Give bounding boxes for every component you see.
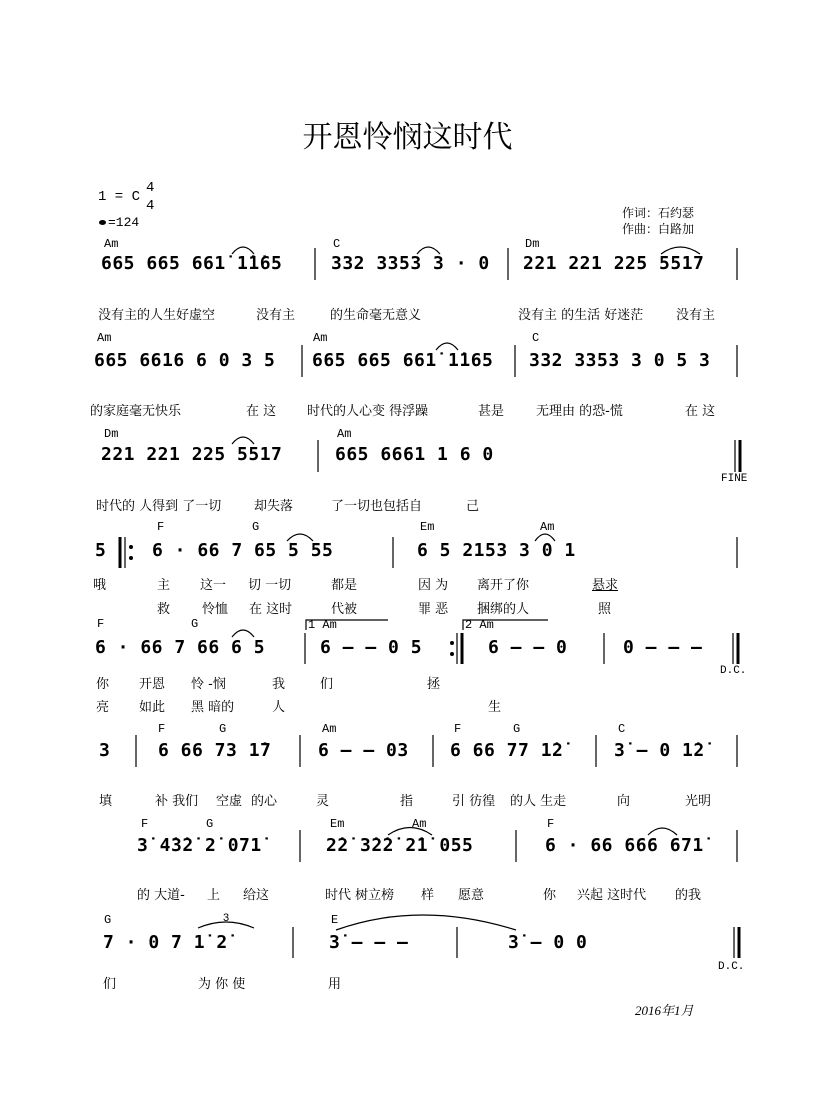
lyric: 补 我们 — [155, 794, 199, 809]
chord: Am — [412, 817, 427, 831]
measure-notes: 3̇ – – – — [329, 932, 409, 953]
lyric: 愿意 — [458, 888, 485, 903]
song-title: 开恩怜悯这时代 — [302, 120, 513, 155]
lyric-verse2: 代被 — [331, 602, 358, 617]
lyric: 了一切也包括自 — [331, 499, 423, 514]
triplet-mark: 3 — [223, 912, 230, 924]
measure-notes: 3̇ – 0 1̇2̇ — [614, 740, 705, 761]
lyric: 没有主 — [676, 308, 716, 323]
lyric: 拯 — [427, 677, 441, 692]
measure-notes: 2̇2̇ 3̇2̇2̇ 2̇1̇ 055 — [326, 835, 474, 856]
fine-mark: FINE — [721, 473, 748, 485]
chord: Dm — [104, 427, 119, 441]
measure-notes: 665 665 661̇ 1̇165 — [312, 350, 494, 371]
chord: G — [206, 817, 214, 831]
lyric: 的我 — [675, 888, 702, 903]
chord: G — [219, 722, 227, 736]
lyric: 己 — [466, 499, 480, 514]
measure-notes: 3̇ 4̇3̇2̇ 2̇ 071̇ — [137, 835, 262, 856]
ending-1-bracket — [306, 620, 388, 630]
chord: G — [191, 617, 199, 631]
chord: G — [104, 913, 112, 927]
lyric: 你 — [96, 677, 110, 692]
measure-notes: 665 6616 6 0 3 5 — [94, 350, 276, 371]
lyric: 主 — [157, 578, 171, 593]
measure-notes: 3̇ – 0 0 — [508, 932, 588, 953]
lyric-verse2: 在 这时 — [249, 602, 293, 617]
lyric-verse2: 亮 — [96, 700, 110, 715]
measure-notes: 665 6661 1 6 0 — [335, 444, 494, 465]
ending-2-bracket — [463, 620, 548, 630]
chord: Am — [322, 722, 337, 736]
lyric: 都是 — [331, 578, 358, 593]
measure-notes: 3 — [99, 740, 111, 761]
tie — [336, 915, 516, 930]
lyric: 我 — [272, 677, 286, 692]
slur — [232, 437, 254, 444]
lyric: 开恩 — [139, 677, 166, 692]
tempo: =124 — [108, 215, 140, 230]
slur — [436, 343, 458, 350]
measure-notes: 332 3353 3 · 0 — [331, 253, 490, 274]
lyric-verse2: 救 — [157, 602, 171, 617]
measure-notes: 6 66 77 1̇2̇ — [450, 740, 564, 761]
chord: Em — [420, 520, 435, 534]
lyric: 在 这 — [246, 404, 277, 419]
ending-2-label: 2 Am — [465, 618, 494, 632]
measure-notes: 6 · 66 7 66 6 5 — [95, 637, 266, 658]
lyric-verse2: 罪 恶 — [418, 602, 449, 617]
slur — [232, 247, 254, 254]
measure-notes: 7 · 0 7 1̇ 2̇ — [103, 932, 228, 953]
lyric-verse2: 怜恤 — [202, 602, 229, 617]
chord: F — [454, 722, 462, 736]
lyric: 在 这 — [685, 404, 716, 419]
measure-notes: 0 – – – — [623, 637, 703, 658]
slur — [287, 534, 313, 541]
lyric: 样 — [421, 888, 435, 903]
lyric: 哦 — [93, 578, 107, 593]
repeat-dot — [129, 556, 133, 560]
lyric: 填 — [99, 794, 113, 809]
measure-notes: 6 66 73 1̇7 — [158, 740, 272, 761]
measure-notes: 6 · 66 7 65 5 55 — [152, 540, 334, 561]
time-signature-bottom: 4 — [146, 198, 155, 214]
ending-1-label: 1 Am — [308, 618, 337, 632]
chord: F — [547, 817, 555, 831]
lyric: 时代的人心变 得浮躁 — [307, 404, 429, 419]
lyric: 灵 — [316, 794, 330, 809]
chord: F — [157, 520, 165, 534]
lyric: 因 为 — [418, 578, 449, 593]
lyric: 空虚 — [216, 794, 243, 809]
lyric: 们 — [103, 977, 117, 992]
measure-notes: 6 · 66 666 671̇ — [545, 835, 704, 856]
lyric: 没有主的人生好虚空 — [98, 308, 216, 323]
chord: Am — [540, 520, 555, 534]
lyric: 向 — [617, 794, 631, 809]
chord: E — [331, 913, 339, 927]
lyric: 光明 — [685, 794, 712, 809]
chord: G — [252, 520, 260, 534]
measure-notes: 6 – – 0 5 — [320, 637, 423, 658]
slur — [661, 247, 700, 254]
lyric: 的人 生走 — [510, 794, 567, 809]
time-signature-top: 4 — [146, 180, 155, 196]
dc-mark: D.C. — [720, 665, 747, 677]
chord: Am — [104, 237, 119, 251]
measure-notes: 332 3353 3 0 5 3 — [529, 350, 711, 371]
slur — [417, 247, 440, 254]
chord: C — [532, 331, 540, 345]
dc-mark: D.C. — [718, 961, 745, 973]
chord: Am — [97, 331, 112, 345]
lyric-verse2: 捆绑的人 — [477, 602, 530, 617]
lyric: 引 彷徨 — [452, 794, 496, 809]
lyric-verse2: 如此 — [139, 700, 166, 715]
chord: F — [141, 817, 149, 831]
lyric: 没有主 — [256, 308, 296, 323]
lyric: 你 — [543, 888, 557, 903]
composer-credit: 作曲：白路加 — [622, 222, 695, 236]
lyric: 却失落 — [254, 499, 294, 514]
lyric: 给这 — [243, 888, 270, 903]
lyric: 怜 -悯 — [191, 677, 226, 692]
lyric: 的 大道- — [137, 888, 185, 903]
slur — [648, 828, 677, 835]
measure-notes: 6 – – 03 — [318, 740, 409, 761]
measure-notes: 6 5 2153 3 0 1 — [417, 540, 576, 561]
lyric: 的心 — [251, 794, 278, 809]
repeat-dot — [129, 545, 133, 549]
measure-notes: 221 221 225 5517 — [523, 253, 705, 274]
triplet-bracket — [198, 922, 254, 928]
lyric: 无理由 的恐-慌 — [536, 404, 623, 419]
repeat-dot — [450, 652, 454, 656]
lyric: 用 — [328, 977, 342, 992]
measure-notes: 221 221 225 5517 — [101, 444, 283, 465]
slur — [388, 828, 432, 836]
chord: Am — [337, 427, 352, 441]
chord: C — [333, 237, 341, 251]
chord: Am — [313, 331, 328, 345]
slur — [535, 534, 555, 541]
lyric-verse2: 人 — [272, 700, 286, 715]
lyric: 离开了你 — [477, 578, 530, 593]
lyric: 兴起 这时代 — [577, 888, 647, 903]
lyric: 上 — [207, 888, 221, 903]
chord: Em — [330, 817, 345, 831]
lyric: 切 一切 — [248, 578, 292, 593]
lyric: 甚是 — [478, 404, 505, 419]
chord: Dm — [525, 237, 540, 251]
measure-notes: 5 — [95, 540, 107, 561]
chord: C — [618, 722, 626, 736]
chord: G — [513, 722, 521, 736]
chord: F — [97, 617, 105, 631]
lyric: 没有主 的生活 好迷茫 — [518, 308, 644, 323]
lyric-verse2: 生 — [488, 700, 502, 715]
date-stamp: 2016年1月 — [635, 1003, 694, 1018]
lyric: 为 你 使 — [198, 977, 246, 992]
measure-notes: 665 665 661̇ 1̇1̇65 — [101, 253, 283, 274]
lyric: 们 — [320, 677, 334, 692]
lyric: 的家庭毫无快乐 — [90, 404, 182, 419]
lyric-verse2: 黑 暗的 — [191, 700, 235, 715]
lyric: 指 — [400, 794, 414, 809]
chord: F — [158, 722, 166, 736]
lyric: 悬求 — [592, 578, 619, 593]
lyric: 时代 树立榜 — [325, 888, 395, 903]
lyric: 的生命毫无意义 — [330, 308, 422, 323]
lyric: 这一 — [200, 578, 227, 593]
key-signature: 1 = C — [98, 189, 141, 205]
lyric: 时代的 人得到 了一切 — [96, 499, 222, 514]
repeat-dot — [450, 641, 454, 645]
lyric-verse2: 照 — [598, 602, 612, 617]
measure-notes: 6 – – 0 — [488, 637, 568, 658]
slur — [232, 630, 254, 637]
lyricist-credit: 作词：石约瑟 — [622, 206, 695, 220]
